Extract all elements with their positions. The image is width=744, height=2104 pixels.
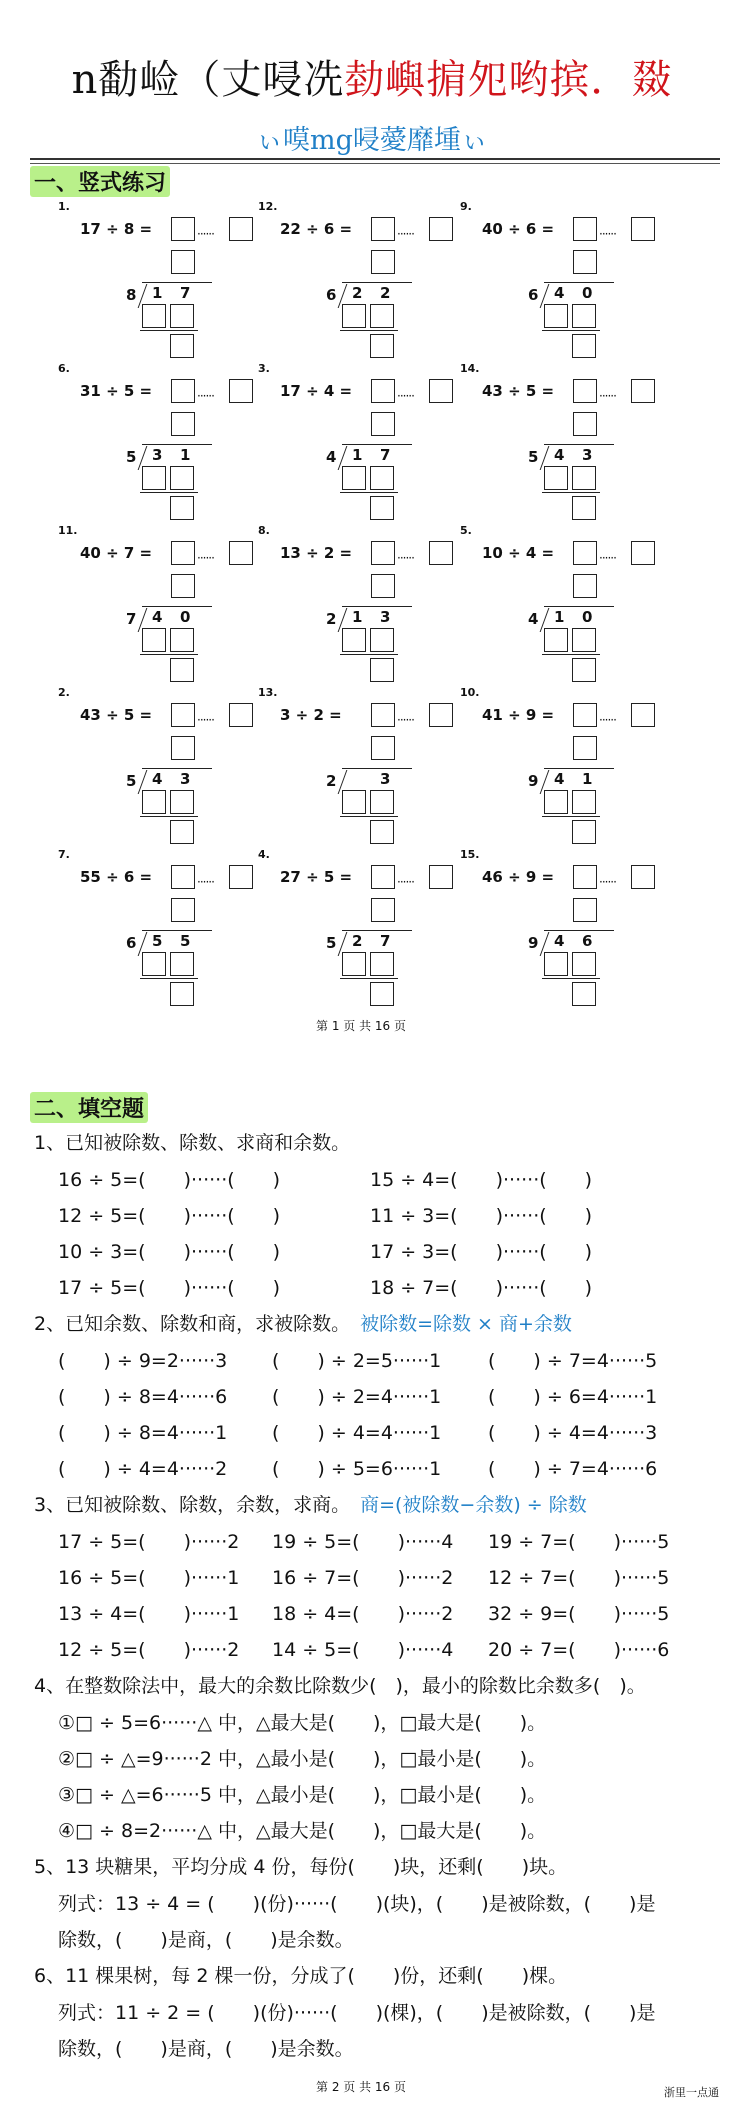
quotient-box[interactable] bbox=[573, 379, 597, 403]
quotient-box[interactable] bbox=[171, 898, 195, 922]
remainder-box[interactable] bbox=[229, 703, 253, 727]
q4-item: ②□ ÷ △=9······2 中，△最小是( )，□最小是( )。 bbox=[58, 1748, 547, 1770]
subtraction-line bbox=[340, 330, 398, 331]
q1-item: 11 ÷ 3=( )······( ) bbox=[370, 1205, 593, 1227]
product-box[interactable] bbox=[572, 304, 596, 328]
product-box[interactable] bbox=[544, 952, 568, 976]
subtraction-line bbox=[542, 816, 600, 817]
dividend-digit: 7 bbox=[380, 446, 391, 464]
q3-item: 19 ÷ 7=( )······5 bbox=[488, 1531, 670, 1553]
divisor: 6 bbox=[126, 934, 137, 952]
problem-number: 10. bbox=[460, 686, 480, 699]
dividend-digit: 1 bbox=[352, 608, 363, 626]
problem-expression: 46 ÷ 9 = bbox=[482, 868, 555, 886]
product-box[interactable] bbox=[170, 628, 194, 652]
division-problem bbox=[460, 848, 670, 1008]
q5-line2: 除数，( )是商，( )是余数。 bbox=[58, 1929, 354, 1951]
remainder-dots: ······ bbox=[397, 227, 414, 241]
remainder-work-box[interactable] bbox=[572, 658, 596, 682]
q4-item: ④□ ÷ 8=2······△ 中，△最大是( )，□最大是( )。 bbox=[58, 1820, 547, 1842]
divisor: 9 bbox=[528, 934, 539, 952]
subtraction-line bbox=[542, 492, 600, 493]
quotient-box[interactable] bbox=[171, 412, 195, 436]
remainder-work-box[interactable] bbox=[370, 334, 394, 358]
quotient-box[interactable] bbox=[371, 736, 395, 760]
page-title: n勫崄（丈唚冼勎嶼掮夗哟摈．敠 bbox=[71, 57, 673, 103]
problem-expression: 55 ÷ 6 = bbox=[80, 868, 153, 886]
subtraction-line bbox=[140, 330, 198, 331]
division-bar bbox=[142, 768, 212, 769]
q1-item: 16 ÷ 5=( )······( ) bbox=[58, 1169, 281, 1191]
product-box[interactable] bbox=[342, 466, 366, 490]
product-box[interactable] bbox=[544, 304, 568, 328]
quotient-box[interactable] bbox=[573, 574, 597, 598]
product-box[interactable] bbox=[544, 628, 568, 652]
subtraction-line bbox=[542, 330, 600, 331]
division-bar bbox=[342, 768, 412, 769]
remainder-dots: ······ bbox=[197, 227, 214, 241]
question-5-title: 5、13 块糖果，平均分成 4 份，每份( )块，还剩( )块。 bbox=[34, 1856, 568, 1878]
product-box[interactable] bbox=[142, 952, 166, 976]
divisor: 2 bbox=[326, 610, 337, 628]
q3-item: 16 ÷ 7=( )······2 bbox=[272, 1567, 454, 1589]
subtraction-line bbox=[140, 492, 198, 493]
remainder-work-box[interactable] bbox=[370, 982, 394, 1006]
product-box[interactable] bbox=[170, 952, 194, 976]
remainder-box[interactable] bbox=[631, 865, 655, 889]
dividend-digit: 4 bbox=[554, 932, 565, 950]
q3-item: 18 ÷ 4=( )······2 bbox=[272, 1603, 454, 1625]
remainder-dots: ······ bbox=[599, 389, 616, 403]
problem-number: 8. bbox=[258, 524, 270, 537]
division-bar bbox=[342, 606, 412, 607]
division-problem bbox=[460, 362, 670, 522]
quotient-box[interactable] bbox=[371, 412, 395, 436]
q1-item: 17 ÷ 3=( )······( ) bbox=[370, 1241, 593, 1263]
divisor: 4 bbox=[528, 610, 539, 628]
dividend-digit: 4 bbox=[152, 770, 163, 788]
quotient-box[interactable] bbox=[171, 541, 195, 565]
remainder-dots: ······ bbox=[599, 875, 616, 889]
section-heading-vertical-division: 一、竖式练习 bbox=[30, 166, 170, 197]
problem-number: 6. bbox=[58, 362, 70, 375]
problem-number: 5. bbox=[460, 524, 472, 537]
dividend-digit: 1 bbox=[352, 446, 363, 464]
division-bar bbox=[544, 444, 614, 445]
division-problem bbox=[58, 686, 268, 846]
q3-item: 12 ÷ 7=( )······5 bbox=[488, 1567, 670, 1589]
problem-expression: 3 ÷ 2 = bbox=[280, 706, 342, 724]
subtraction-line bbox=[140, 978, 198, 979]
remainder-dots: ······ bbox=[197, 713, 214, 727]
question-4-title: 4、在整数除法中，最大的余数比除数少( )，最小的除数比余数多( )。 bbox=[34, 1675, 646, 1697]
subtraction-line bbox=[140, 816, 198, 817]
division-problem bbox=[258, 200, 468, 360]
page-footer-2: 第 2 页 共 16 页 bbox=[316, 2080, 406, 2094]
problem-expression: 22 ÷ 6 = bbox=[280, 220, 353, 238]
division-bar bbox=[544, 282, 614, 283]
division-problem bbox=[58, 362, 268, 522]
question-3-title: 3、已知被除数、除数，余数，求商。 商=(被除数−余数) ÷ 除数 bbox=[34, 1494, 587, 1516]
dividend-digit: 0 bbox=[180, 608, 191, 626]
dividend-digit: 3 bbox=[180, 770, 191, 788]
divisor: 5 bbox=[528, 448, 539, 466]
dividend-digit: 3 bbox=[152, 446, 163, 464]
divisor: 4 bbox=[326, 448, 337, 466]
remainder-dots: ······ bbox=[599, 551, 616, 565]
subtraction-line bbox=[542, 978, 600, 979]
product-box[interactable] bbox=[572, 952, 596, 976]
q1-item: 17 ÷ 5=( )······( ) bbox=[58, 1277, 281, 1299]
remainder-work-box[interactable] bbox=[170, 982, 194, 1006]
page-footer-1: 第 1 页 共 16 页 bbox=[316, 1019, 406, 1033]
remainder-box[interactable] bbox=[229, 541, 253, 565]
problem-expression: 40 ÷ 7 = bbox=[80, 544, 153, 562]
product-box[interactable] bbox=[170, 466, 194, 490]
divisor: 5 bbox=[126, 448, 137, 466]
q2-item: ( ) ÷ 7=4······6 bbox=[488, 1458, 658, 1480]
product-box[interactable] bbox=[342, 790, 366, 814]
product-box[interactable] bbox=[572, 466, 596, 490]
division-bar bbox=[342, 282, 412, 283]
section-heading-fill-blank: 二、填空题 bbox=[30, 1092, 148, 1123]
division-bar bbox=[142, 930, 212, 931]
dividend-digit: 3 bbox=[380, 608, 391, 626]
quotient-box[interactable] bbox=[371, 574, 395, 598]
remainder-work-box[interactable] bbox=[370, 658, 394, 682]
q3-item: 16 ÷ 5=( )······1 bbox=[58, 1567, 240, 1589]
subtraction-line bbox=[542, 654, 600, 655]
q5-line1: 列式：13 ÷ 4 = ( )(份)······( )(块)，( )是被除数，( )是 bbox=[58, 1893, 656, 1915]
divisor: 8 bbox=[126, 286, 137, 304]
product-box[interactable] bbox=[544, 466, 568, 490]
quotient-box[interactable] bbox=[171, 574, 195, 598]
dividend-digit: 7 bbox=[180, 284, 191, 302]
divisor: 6 bbox=[528, 286, 539, 304]
division-problem bbox=[58, 848, 268, 1008]
product-box[interactable] bbox=[170, 790, 194, 814]
q2-item: ( ) ÷ 5=6······1 bbox=[272, 1458, 442, 1480]
dividend-digit: 3 bbox=[582, 446, 593, 464]
q4-item: ①□ ÷ 5=6······△ 中，△最大是( )，□最大是( )。 bbox=[58, 1712, 547, 1734]
question-6-title: 6、11 棵果树，每 2 棵一份，分成了( )份，还剩( )棵。 bbox=[34, 1965, 568, 1987]
q6-line1: 列式：11 ÷ 2 = ( )(份)······( )(棵)，( )是被除数，( )是 bbox=[58, 2002, 656, 2024]
division-problem bbox=[460, 200, 670, 360]
remainder-work-box[interactable] bbox=[572, 820, 596, 844]
problem-expression: 31 ÷ 5 = bbox=[80, 382, 153, 400]
remainder-work-box[interactable] bbox=[572, 496, 596, 520]
remainder-box[interactable] bbox=[631, 541, 655, 565]
dividend-digit: 2 bbox=[380, 284, 391, 302]
division-problem bbox=[258, 686, 468, 846]
quotient-box[interactable] bbox=[171, 703, 195, 727]
product-box[interactable] bbox=[142, 304, 166, 328]
problem-expression: 17 ÷ 4 = bbox=[280, 382, 353, 400]
dividend-digit: 4 bbox=[554, 446, 565, 464]
dividend-digit: 1 bbox=[180, 446, 191, 464]
division-bar bbox=[142, 444, 212, 445]
problem-expression: 10 ÷ 4 = bbox=[482, 544, 555, 562]
remainder-dots: ······ bbox=[397, 875, 414, 889]
quotient-box[interactable] bbox=[573, 703, 597, 727]
dividend-digit: 5 bbox=[152, 932, 163, 950]
product-box[interactable] bbox=[370, 304, 394, 328]
subtraction-line bbox=[340, 492, 398, 493]
remainder-box[interactable] bbox=[229, 217, 253, 241]
remainder-work-box[interactable] bbox=[170, 496, 194, 520]
dividend-digit: 6 bbox=[582, 932, 593, 950]
divisor: 9 bbox=[528, 772, 539, 790]
question-1-title: 1、已知被除数、除数、求商和余数。 bbox=[34, 1132, 351, 1154]
q1-item: 12 ÷ 5=( )······( ) bbox=[58, 1205, 281, 1227]
q1-item: 18 ÷ 7=( )······( ) bbox=[370, 1277, 593, 1299]
q3-item: 12 ÷ 5=( )······2 bbox=[58, 1639, 240, 1661]
problem-expression: 41 ÷ 9 = bbox=[482, 706, 555, 724]
question-2-title: 2、已知余数、除数和商，求被除数。 被除数=除数 × 商+余数 bbox=[34, 1313, 572, 1335]
division-bar bbox=[544, 768, 614, 769]
quotient-box[interactable] bbox=[171, 379, 195, 403]
q2-item: ( ) ÷ 8=4······1 bbox=[58, 1422, 228, 1444]
product-box[interactable] bbox=[142, 790, 166, 814]
quotient-box[interactable] bbox=[573, 736, 597, 760]
division-problem bbox=[460, 686, 670, 846]
quotient-box[interactable] bbox=[371, 703, 395, 727]
q4-item: ③□ ÷ △=6······5 中，△最小是( )，□最小是( )。 bbox=[58, 1784, 547, 1806]
q3-item: 19 ÷ 5=( )······4 bbox=[272, 1531, 454, 1553]
remainder-box[interactable] bbox=[229, 379, 253, 403]
q3-item: 32 ÷ 9=( )······5 bbox=[488, 1603, 670, 1625]
q1-item: 15 ÷ 4=( )······( ) bbox=[370, 1169, 593, 1191]
problem-number: 4. bbox=[258, 848, 270, 861]
division-bar bbox=[544, 606, 614, 607]
problem-expression: 27 ÷ 5 = bbox=[280, 868, 353, 886]
remainder-box[interactable] bbox=[631, 379, 655, 403]
quotient-box[interactable] bbox=[371, 865, 395, 889]
problem-expression: 43 ÷ 5 = bbox=[482, 382, 555, 400]
q3-item: 20 ÷ 7=( )······6 bbox=[488, 1639, 670, 1661]
dividend-digit: 2 bbox=[352, 932, 363, 950]
problem-number: 7. bbox=[58, 848, 70, 861]
product-box[interactable] bbox=[142, 628, 166, 652]
dividend-digit: 1 bbox=[152, 284, 163, 302]
q1-item: 10 ÷ 3=( )······( ) bbox=[58, 1241, 281, 1263]
dividend-digit: 4 bbox=[554, 284, 565, 302]
problem-expression: 40 ÷ 6 = bbox=[482, 220, 555, 238]
problem-number: 12. bbox=[258, 200, 278, 213]
subtraction-line bbox=[340, 816, 398, 817]
problem-number: 2. bbox=[58, 686, 70, 699]
remainder-work-box[interactable] bbox=[370, 496, 394, 520]
q3-item: 17 ÷ 5=( )······2 bbox=[58, 1531, 240, 1553]
watermark: 浙里一点通 bbox=[664, 2086, 719, 2099]
dividend-digit: 7 bbox=[380, 932, 391, 950]
division-problem bbox=[58, 200, 268, 360]
product-box[interactable] bbox=[142, 466, 166, 490]
division-bar bbox=[142, 282, 212, 283]
subtraction-line bbox=[340, 978, 398, 979]
problem-expression: 13 ÷ 2 = bbox=[280, 544, 353, 562]
problem-number: 1. bbox=[58, 200, 70, 213]
division-problem bbox=[58, 524, 268, 684]
product-box[interactable] bbox=[370, 628, 394, 652]
q2-item: ( ) ÷ 4=4······3 bbox=[488, 1422, 658, 1444]
divisor: 7 bbox=[126, 610, 137, 628]
quotient-box[interactable] bbox=[573, 217, 597, 241]
remainder-work-box[interactable] bbox=[170, 658, 194, 682]
quotient-box[interactable] bbox=[573, 541, 597, 565]
quotient-box[interactable] bbox=[171, 217, 195, 241]
division-problem bbox=[258, 524, 468, 684]
divisor: 5 bbox=[326, 934, 337, 952]
remainder-work-box[interactable] bbox=[572, 982, 596, 1006]
product-box[interactable] bbox=[170, 304, 194, 328]
quotient-box[interactable] bbox=[573, 865, 597, 889]
quotient-box[interactable] bbox=[573, 898, 597, 922]
remainder-box[interactable] bbox=[631, 217, 655, 241]
division-bar bbox=[142, 606, 212, 607]
remainder-work-box[interactable] bbox=[572, 334, 596, 358]
remainder-box[interactable] bbox=[429, 217, 453, 241]
q2-item: ( ) ÷ 8=4······6 bbox=[58, 1386, 228, 1408]
q3-item: 14 ÷ 5=( )······4 bbox=[272, 1639, 454, 1661]
division-problem bbox=[460, 524, 670, 684]
q2-item: ( ) ÷ 2=5······1 bbox=[272, 1350, 442, 1372]
division-bar bbox=[342, 930, 412, 931]
problem-number: 13. bbox=[258, 686, 278, 699]
quotient-box[interactable] bbox=[371, 217, 395, 241]
problem-number: 3. bbox=[258, 362, 270, 375]
dividend-digit: 2 bbox=[352, 284, 363, 302]
q2-item: ( ) ÷ 2=4······1 bbox=[272, 1386, 442, 1408]
quotient-box[interactable] bbox=[573, 250, 597, 274]
quotient-box[interactable] bbox=[573, 412, 597, 436]
divisor: 6 bbox=[326, 286, 337, 304]
dividend-digit: 1 bbox=[582, 770, 593, 788]
q2-formula: 被除数=除数 × 商+余数 bbox=[360, 1313, 572, 1335]
dividend-digit: 0 bbox=[582, 608, 593, 626]
product-box[interactable] bbox=[342, 304, 366, 328]
problem-number: 15. bbox=[460, 848, 480, 861]
remainder-box[interactable] bbox=[631, 703, 655, 727]
dividend-digit: 5 bbox=[180, 932, 191, 950]
q2-item: ( ) ÷ 7=4······5 bbox=[488, 1350, 658, 1372]
dividend-digit: 4 bbox=[152, 608, 163, 626]
quotient-box[interactable] bbox=[171, 865, 195, 889]
quotient-box[interactable] bbox=[371, 379, 395, 403]
product-box[interactable] bbox=[544, 790, 568, 814]
product-box[interactable] bbox=[342, 952, 366, 976]
q3-formula: 商=(被除数−余数) ÷ 除数 bbox=[360, 1494, 587, 1516]
problem-expression: 17 ÷ 8 = bbox=[80, 220, 153, 238]
header-divider-thin bbox=[30, 163, 720, 164]
subtraction-line bbox=[340, 654, 398, 655]
dividend-digit: 1 bbox=[554, 608, 565, 626]
product-box[interactable] bbox=[370, 790, 394, 814]
q2-item: ( ) ÷ 6=4······1 bbox=[488, 1386, 658, 1408]
remainder-box[interactable] bbox=[429, 703, 453, 727]
problem-number: 14. bbox=[460, 362, 480, 375]
product-box[interactable] bbox=[370, 466, 394, 490]
division-bar bbox=[342, 444, 412, 445]
product-box[interactable] bbox=[342, 628, 366, 652]
remainder-box[interactable] bbox=[229, 865, 253, 889]
remainder-work-box[interactable] bbox=[170, 334, 194, 358]
product-box[interactable] bbox=[572, 628, 596, 652]
q2-item: ( ) ÷ 9=2······3 bbox=[58, 1350, 228, 1372]
divisor: 2 bbox=[326, 772, 337, 790]
product-box[interactable] bbox=[572, 790, 596, 814]
remainder-work-box[interactable] bbox=[170, 820, 194, 844]
quotient-box[interactable] bbox=[371, 541, 395, 565]
page-subtitle: ぃ嗼mg唚薆靡堹ぃ bbox=[256, 125, 488, 156]
remainder-dots: ······ bbox=[397, 389, 414, 403]
q2-item: ( ) ÷ 4=4······2 bbox=[58, 1458, 228, 1480]
remainder-dots: ······ bbox=[197, 875, 214, 889]
remainder-dots: ······ bbox=[599, 227, 616, 241]
remainder-box[interactable] bbox=[429, 541, 453, 565]
dividend-digit: 3 bbox=[380, 770, 391, 788]
remainder-dots: ······ bbox=[197, 389, 214, 403]
dividend-digit: 0 bbox=[582, 284, 593, 302]
division-bar bbox=[544, 930, 614, 931]
remainder-dots: ······ bbox=[599, 713, 616, 727]
division-problem bbox=[258, 848, 468, 1008]
division-problem bbox=[258, 362, 468, 522]
problem-number: 9. bbox=[460, 200, 472, 213]
quotient-box[interactable] bbox=[371, 898, 395, 922]
quotient-box[interactable] bbox=[171, 736, 195, 760]
problem-number: 11. bbox=[58, 524, 78, 537]
subtraction-line bbox=[140, 654, 198, 655]
remainder-work-box[interactable] bbox=[370, 820, 394, 844]
remainder-dots: ······ bbox=[197, 551, 214, 565]
product-box[interactable] bbox=[370, 952, 394, 976]
q2-item: ( ) ÷ 4=4······1 bbox=[272, 1422, 442, 1444]
quotient-box[interactable] bbox=[371, 250, 395, 274]
header-divider bbox=[30, 158, 720, 160]
quotient-box[interactable] bbox=[171, 250, 195, 274]
remainder-box[interactable] bbox=[429, 865, 453, 889]
q6-line2: 除数，( )是商，( )是余数。 bbox=[58, 2038, 354, 2060]
problem-expression: 43 ÷ 5 = bbox=[80, 706, 153, 724]
remainder-dots: ······ bbox=[397, 551, 414, 565]
divisor: 5 bbox=[126, 772, 137, 790]
q3-item: 13 ÷ 4=( )······1 bbox=[58, 1603, 240, 1625]
remainder-dots: ······ bbox=[397, 713, 414, 727]
remainder-box[interactable] bbox=[429, 379, 453, 403]
dividend-digit: 4 bbox=[554, 770, 565, 788]
